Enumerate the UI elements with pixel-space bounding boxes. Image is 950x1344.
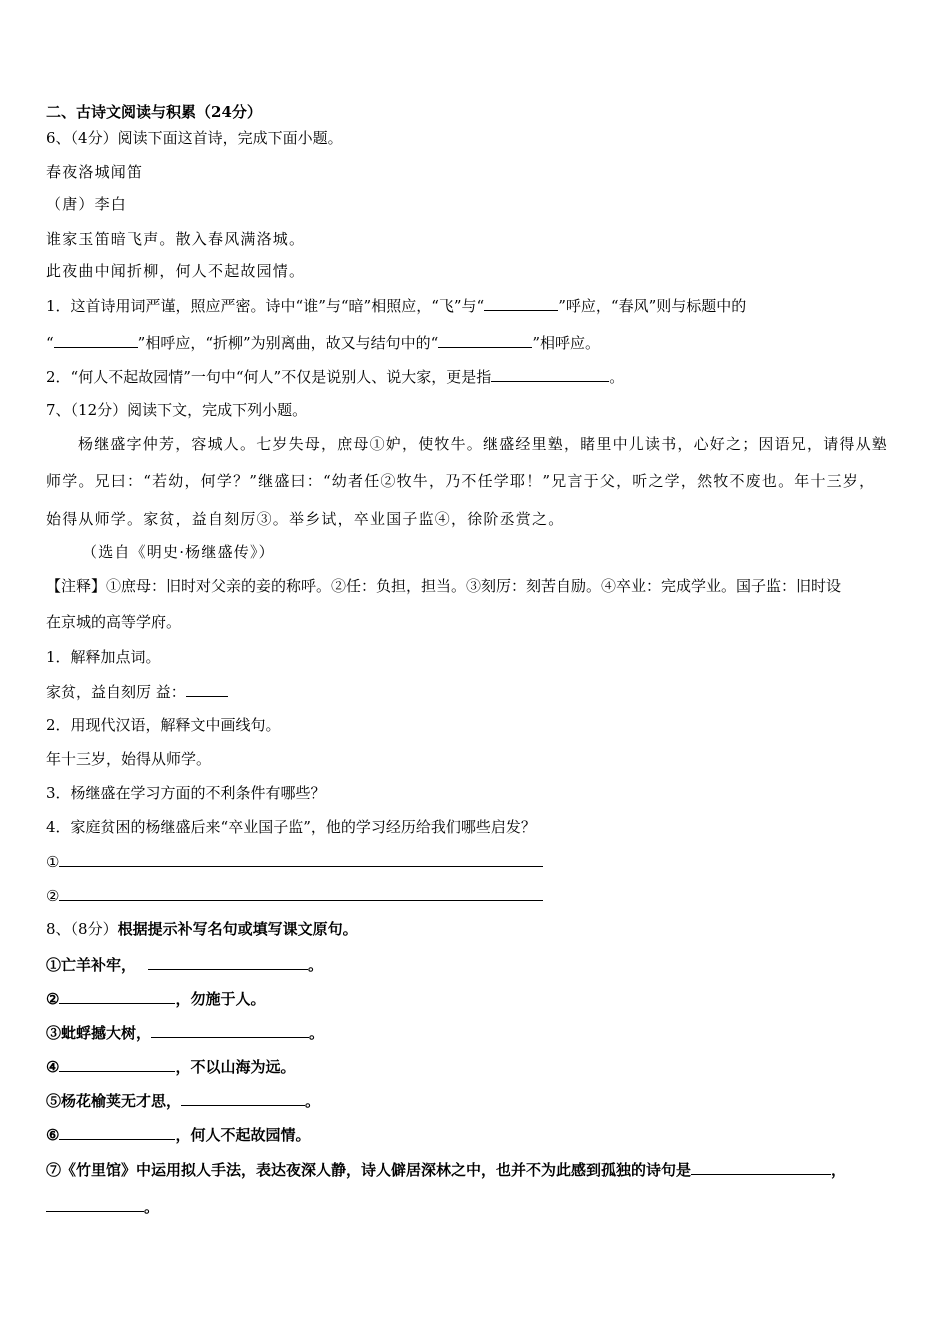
q6-sub1-text-d: ”相呼应，“折柳”为别离曲，故又与结句中的“: [137, 334, 439, 352]
q8-header-num: 8、（8分）: [46, 920, 118, 938]
blank-q8-2[interactable]: [59, 988, 175, 1004]
answer-mark-2: ②: [46, 887, 60, 905]
q8-item-7-b: ，: [831, 1161, 847, 1179]
answer-line-1: [46, 851, 543, 872]
q6-sub1-text-a: 1．这首诗用词严谨，照应严密。诗中“谁”与“暗”相照应，“飞”与“: [46, 297, 485, 315]
blank-q8-1[interactable]: [148, 954, 308, 970]
passage-line-3: 始得从师学。家贫，益自刻厉③。举乡试，卒业国子监④，徐阶丞赏之。: [46, 510, 565, 528]
q8-item-7-cont: [46, 1196, 159, 1217]
q8-item-1: [46, 954, 323, 975]
q6-sub1-line2: [46, 332, 600, 353]
blank-fei[interactable]: [484, 295, 558, 311]
blank-chunfeng[interactable]: [54, 332, 138, 348]
section-title: 二、古诗文阅读与积累（24分）: [46, 103, 262, 121]
q6-sub1-text-c: “: [46, 334, 54, 352]
q8-item-3-b: 。: [309, 1024, 325, 1042]
blank-q8-7a[interactable]: [691, 1159, 831, 1175]
q8-item-6-a: ⑥: [46, 1126, 60, 1144]
q8-item-5-b: 。: [305, 1092, 321, 1110]
q8-item-7: [46, 1159, 846, 1180]
q8-item-7-a: ⑦《竹里馆》中运用拟人手法，表达夜深人静，诗人僻居深林之中，也并不为此感到孤独的诗句是: [46, 1161, 692, 1179]
q6-sub1-line1: [46, 295, 746, 316]
q7-sub1-item-text: 家贫，益自刻厉 益：: [46, 683, 186, 701]
blank-zheliu[interactable]: [438, 332, 532, 348]
blank-heren[interactable]: [491, 366, 609, 382]
q8-header: [46, 919, 358, 939]
q6-header: 6、（4分）阅读下面这首诗，完成下面小题。: [46, 129, 343, 147]
blank-answer-1[interactable]: [59, 851, 543, 867]
notes-line-1: 【注释】①庶母：旧时对父亲的妾的称呼。②任：负担，担当。③刻厉：刻苦自励。④卒业：完成学业。国子监：旧时设: [46, 577, 842, 595]
q8-item-2-b: ，勿施于人。: [175, 990, 266, 1008]
poem-line-2: 此夜曲中闻折柳，何人不起故园情。: [46, 262, 306, 280]
q8-item-5-a: ⑤杨花榆荚无才思，: [46, 1092, 182, 1110]
q8-item-4-b: ，不以山海为远。: [175, 1058, 296, 1076]
blank-q8-7b[interactable]: [46, 1196, 144, 1212]
q7-sub2-item: 年十三岁，始得从师学。: [46, 750, 212, 768]
q7-sub4: 4．家庭贫困的杨继盛后来“卒业国子监”，他的学习经历给我们哪些启发？: [46, 818, 536, 836]
q8-header-text: 根据提示补写名句或填写课文原句。: [117, 920, 358, 938]
blank-q8-3[interactable]: [151, 1022, 309, 1038]
q7-header: 7、（12分）阅读下文，完成下列小题。: [46, 401, 308, 419]
answer-line-2: [46, 885, 543, 906]
blank-q8-5[interactable]: [181, 1090, 305, 1106]
answer-mark-1: ①: [46, 853, 60, 871]
q8-item-3-a: ③蚍蜉撼大树，: [46, 1024, 152, 1042]
poem-author: （唐）李白: [46, 195, 128, 213]
q6-sub2: [46, 366, 624, 387]
q8-item-4: [46, 1056, 295, 1077]
q8-item-5: [46, 1090, 320, 1111]
q6-sub2-text-a: 2．“何人不起故园情”一句中“何人”不仅是说别人、说大家，更是指: [46, 368, 492, 386]
poem-line-1: 谁家玉笛暗飞声。散入春风满洛城。: [46, 230, 306, 248]
q8-item-4-a: ④: [46, 1058, 60, 1076]
q8-item-1-b: 。: [308, 956, 324, 974]
passage-line-2: 师学。兄曰：“若幼，何学？”继盛曰：“幼者任②牧牛，乃不任学耶！”兄言于父，听之学，然牧不废也。年十三岁，: [46, 472, 876, 490]
blank-answer-2[interactable]: [59, 885, 543, 901]
q7-sub1-item: [46, 681, 228, 702]
q6-sub2-text-b: 。: [609, 368, 625, 386]
q6-sub1-text-b: ”呼应，“春风”则与标题中的: [558, 297, 747, 315]
q8-item-1-a: ①亡羊补牢，: [46, 956, 137, 974]
q8-item-2-a: ②: [46, 990, 60, 1008]
q8-item-6: [46, 1124, 310, 1145]
q8-item-3: [46, 1022, 324, 1043]
q8-item-2: [46, 988, 265, 1009]
blank-yi[interactable]: [186, 681, 228, 697]
passage-source: （选自《明史·杨继盛传》）: [82, 543, 275, 561]
q7-sub3: 3．杨继盛在学习方面的不利条件有哪些？: [46, 784, 326, 802]
q6-sub1-text-e: ”相呼应。: [532, 334, 601, 352]
q8-item-6-b: ，何人不起故园情。: [175, 1126, 311, 1144]
q8-item-7-c: 。: [144, 1198, 160, 1216]
poem-title: 春夜洛城闻笛: [46, 163, 144, 181]
q7-sub2: 2．用现代汉语，解释文中画线句。: [46, 716, 281, 734]
notes-line-2: 在京城的高等学府。: [46, 613, 182, 631]
passage-line-1: 杨继盛字仲芳，容城人。七岁失母，庶母①妒，使牧牛。继盛经里塾，睹里中儿读书，心好之；因语兄，请得从塾: [78, 435, 889, 453]
blank-q8-6[interactable]: [59, 1124, 175, 1140]
q7-sub1: 1．解释加点词。: [46, 648, 161, 666]
blank-q8-4[interactable]: [59, 1056, 175, 1072]
